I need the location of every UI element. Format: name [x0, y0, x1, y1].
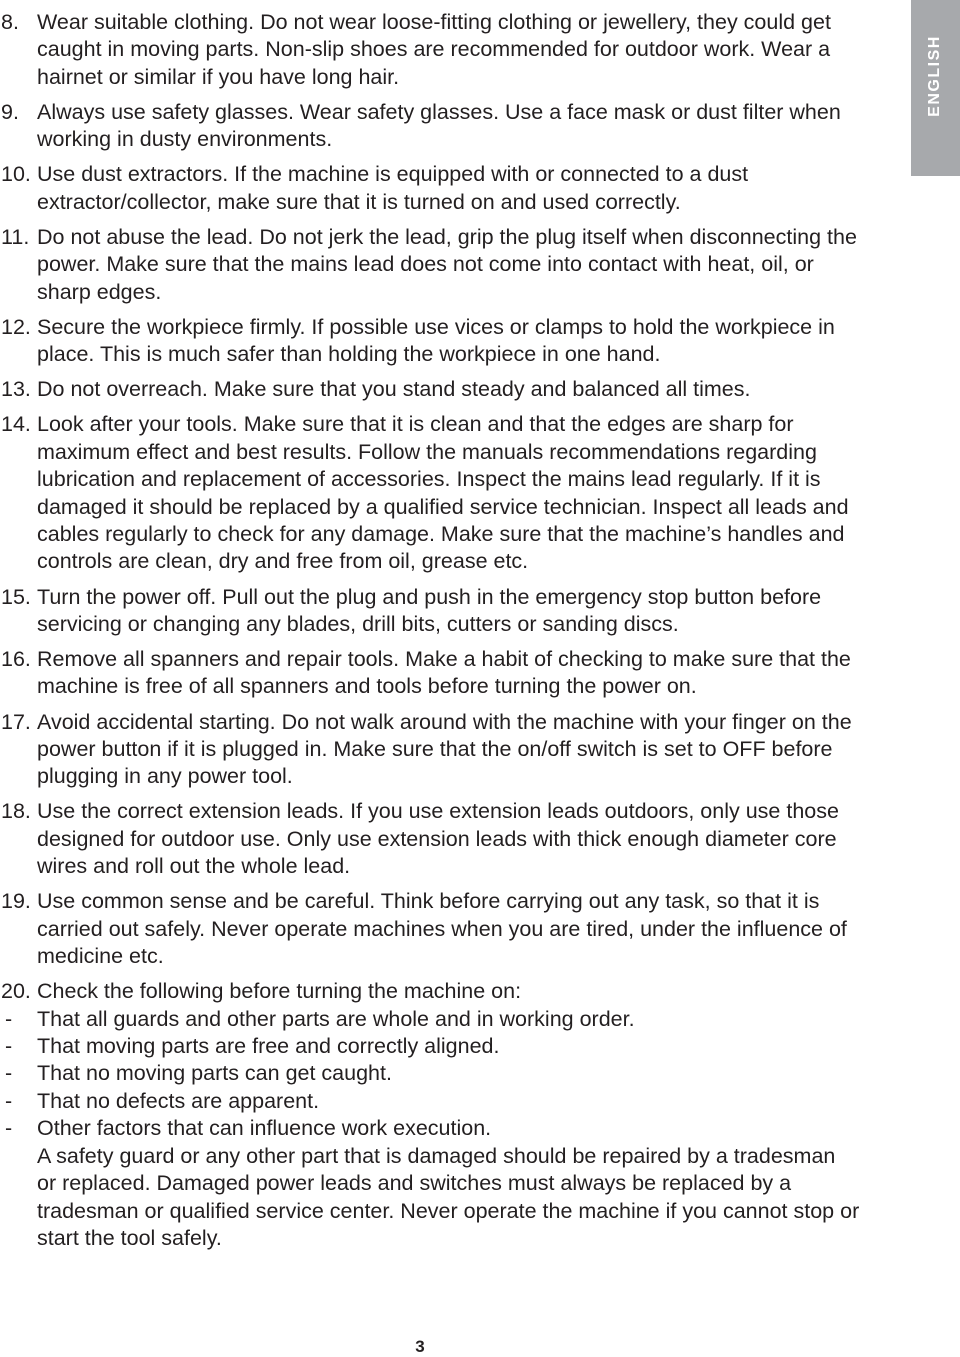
language-tab: [911, 0, 960, 176]
list-item: [0, 888, 860, 970]
item-number: 8.: [1, 10, 19, 34]
item-number: 15.: [1, 584, 31, 609]
closing-paragraph: A safety guard or any other part that is damaged should be repaired by a tradesman or replaced. Damaged power leads and switches must always be replaced by a tradesman or qualified service center. Never operate the machine if you cannot stop or start the tool safely.: [37, 1143, 860, 1250]
item-number: 11.: [1, 224, 30, 249]
item-text: Do not overreach. Make sure that you stand steady and balanced all times.: [37, 377, 751, 402]
checklist-item: [0, 1060, 860, 1087]
checklist-item: [0, 1006, 860, 1033]
item-number: 10.: [1, 162, 31, 187]
list-item: [0, 224, 860, 306]
list-item: [0, 709, 860, 791]
list-item: [0, 646, 860, 701]
item-text: Do not abuse the lead. Do not jerk the lead, grip the plug itself when disconnecting the power. Make sure that the mains lead does not come into contact with heat, oil, or sharp edges.: [37, 224, 857, 304]
checklist-text: Other factors that can influence work execution.: [37, 1116, 492, 1141]
dash-marker: -: [5, 1116, 13, 1141]
item-text: Check the following before turning the machine on:: [37, 979, 522, 1004]
item-text: Wear suitable clothing. Do not wear loose-fitting clothing or jewellery, they could get caught in moving parts. Non-slip shoes are recommended for outdoor work. Wear a hairnet or similar if you have long hair.: [37, 10, 831, 89]
item-text: Avoid accidental starting. Do not walk around with the machine with your finger on the power button if it is plugged in. Make sure that the on/off switch is set to OFF before plugging in any power tool.: [37, 709, 852, 789]
list-item: [0, 978, 860, 1005]
item-number: 14.: [1, 412, 31, 437]
list-item: [0, 411, 860, 575]
language-label: ENGLISH: [926, 35, 943, 117]
item-text: Remove all spanners and repair tools. Make a habit of checking to make sure that the machine is free of all spanners and tools before turning the power on.: [37, 647, 851, 699]
item-text: Look after your tools. Make sure that it is clean and that the edges are sharp for maximum effect and best results. Follow the manuals recommendations regarding lubrication and replacement of accessories. Inspect the mains lead regularly. If it is damaged it should be replaced by a qualified service technician. Inspect all leads and cables regularly to check for any damage. Make sure that the machine’s handles and controls are clean, dry and free from oil, grease etc.: [37, 412, 849, 574]
dash-marker: -: [5, 1006, 13, 1031]
item-text: Turn the power off. Pull out the plug and push in the emergency stop button before servicing or changing any blades, drill bits, cutters or sanding discs.: [37, 584, 822, 636]
safety-instructions: [0, 9, 860, 1252]
dash-marker: -: [5, 1034, 13, 1059]
item-number: 13.: [1, 377, 31, 402]
checklist-text: That no defects are apparent.: [37, 1088, 320, 1113]
item-text: Secure the workpiece firmly. If possible use vices or clamps to hold the workpiece in place. This is much safer than holding the workpiece in one hand.: [37, 314, 835, 367]
item-number: 18.: [1, 799, 31, 824]
checklist-item: [0, 1088, 860, 1115]
checklist-text: That all guards and other parts are whole and in working order.: [37, 1006, 635, 1031]
dash-marker: -: [5, 1088, 13, 1113]
item-text: Use the correct extension leads. If you use extension leads outdoors, only use those designed for outdoor use. Only use extension leads with thick enough diameter core wires and roll out the whole lead.: [37, 799, 839, 879]
list-item: [0, 314, 860, 369]
list-item: [0, 584, 860, 639]
checklist-text: That moving parts are free and correctly aligned.: [37, 1034, 500, 1059]
checklist-item: [0, 1115, 860, 1142]
page-number: 3: [415, 1337, 425, 1356]
dash-marker: -: [5, 1061, 13, 1086]
item-number: 12.: [1, 314, 31, 339]
checklist-text: That no moving parts can get caught.: [37, 1061, 392, 1086]
list-item: [0, 99, 860, 154]
list-item: [0, 161, 860, 216]
item-number: 20.: [1, 979, 31, 1004]
item-number: 9.: [1, 99, 19, 124]
item-text: Use common sense and be careful. Think before carrying out any task, so that it is carried out safely. Never operate machines when you are tired, under the influence of medicine etc.: [37, 889, 847, 969]
item-text: Use dust extractors. If the machine is equipped with or connected to a dust extractor/collector, make sure that it is turned on and used correctly.: [37, 162, 749, 214]
list-item: [0, 9, 860, 91]
list-item: [0, 376, 860, 403]
item-number: 16.: [1, 647, 31, 672]
list-item: [0, 798, 860, 880]
checklist-item: [0, 1033, 860, 1060]
item-number: 19.: [1, 889, 31, 914]
item-number: 17.: [1, 709, 31, 734]
item-text: Always use safety glasses. Wear safety glasses. Use a face mask or dust filter when working in dusty environments.: [37, 99, 841, 152]
